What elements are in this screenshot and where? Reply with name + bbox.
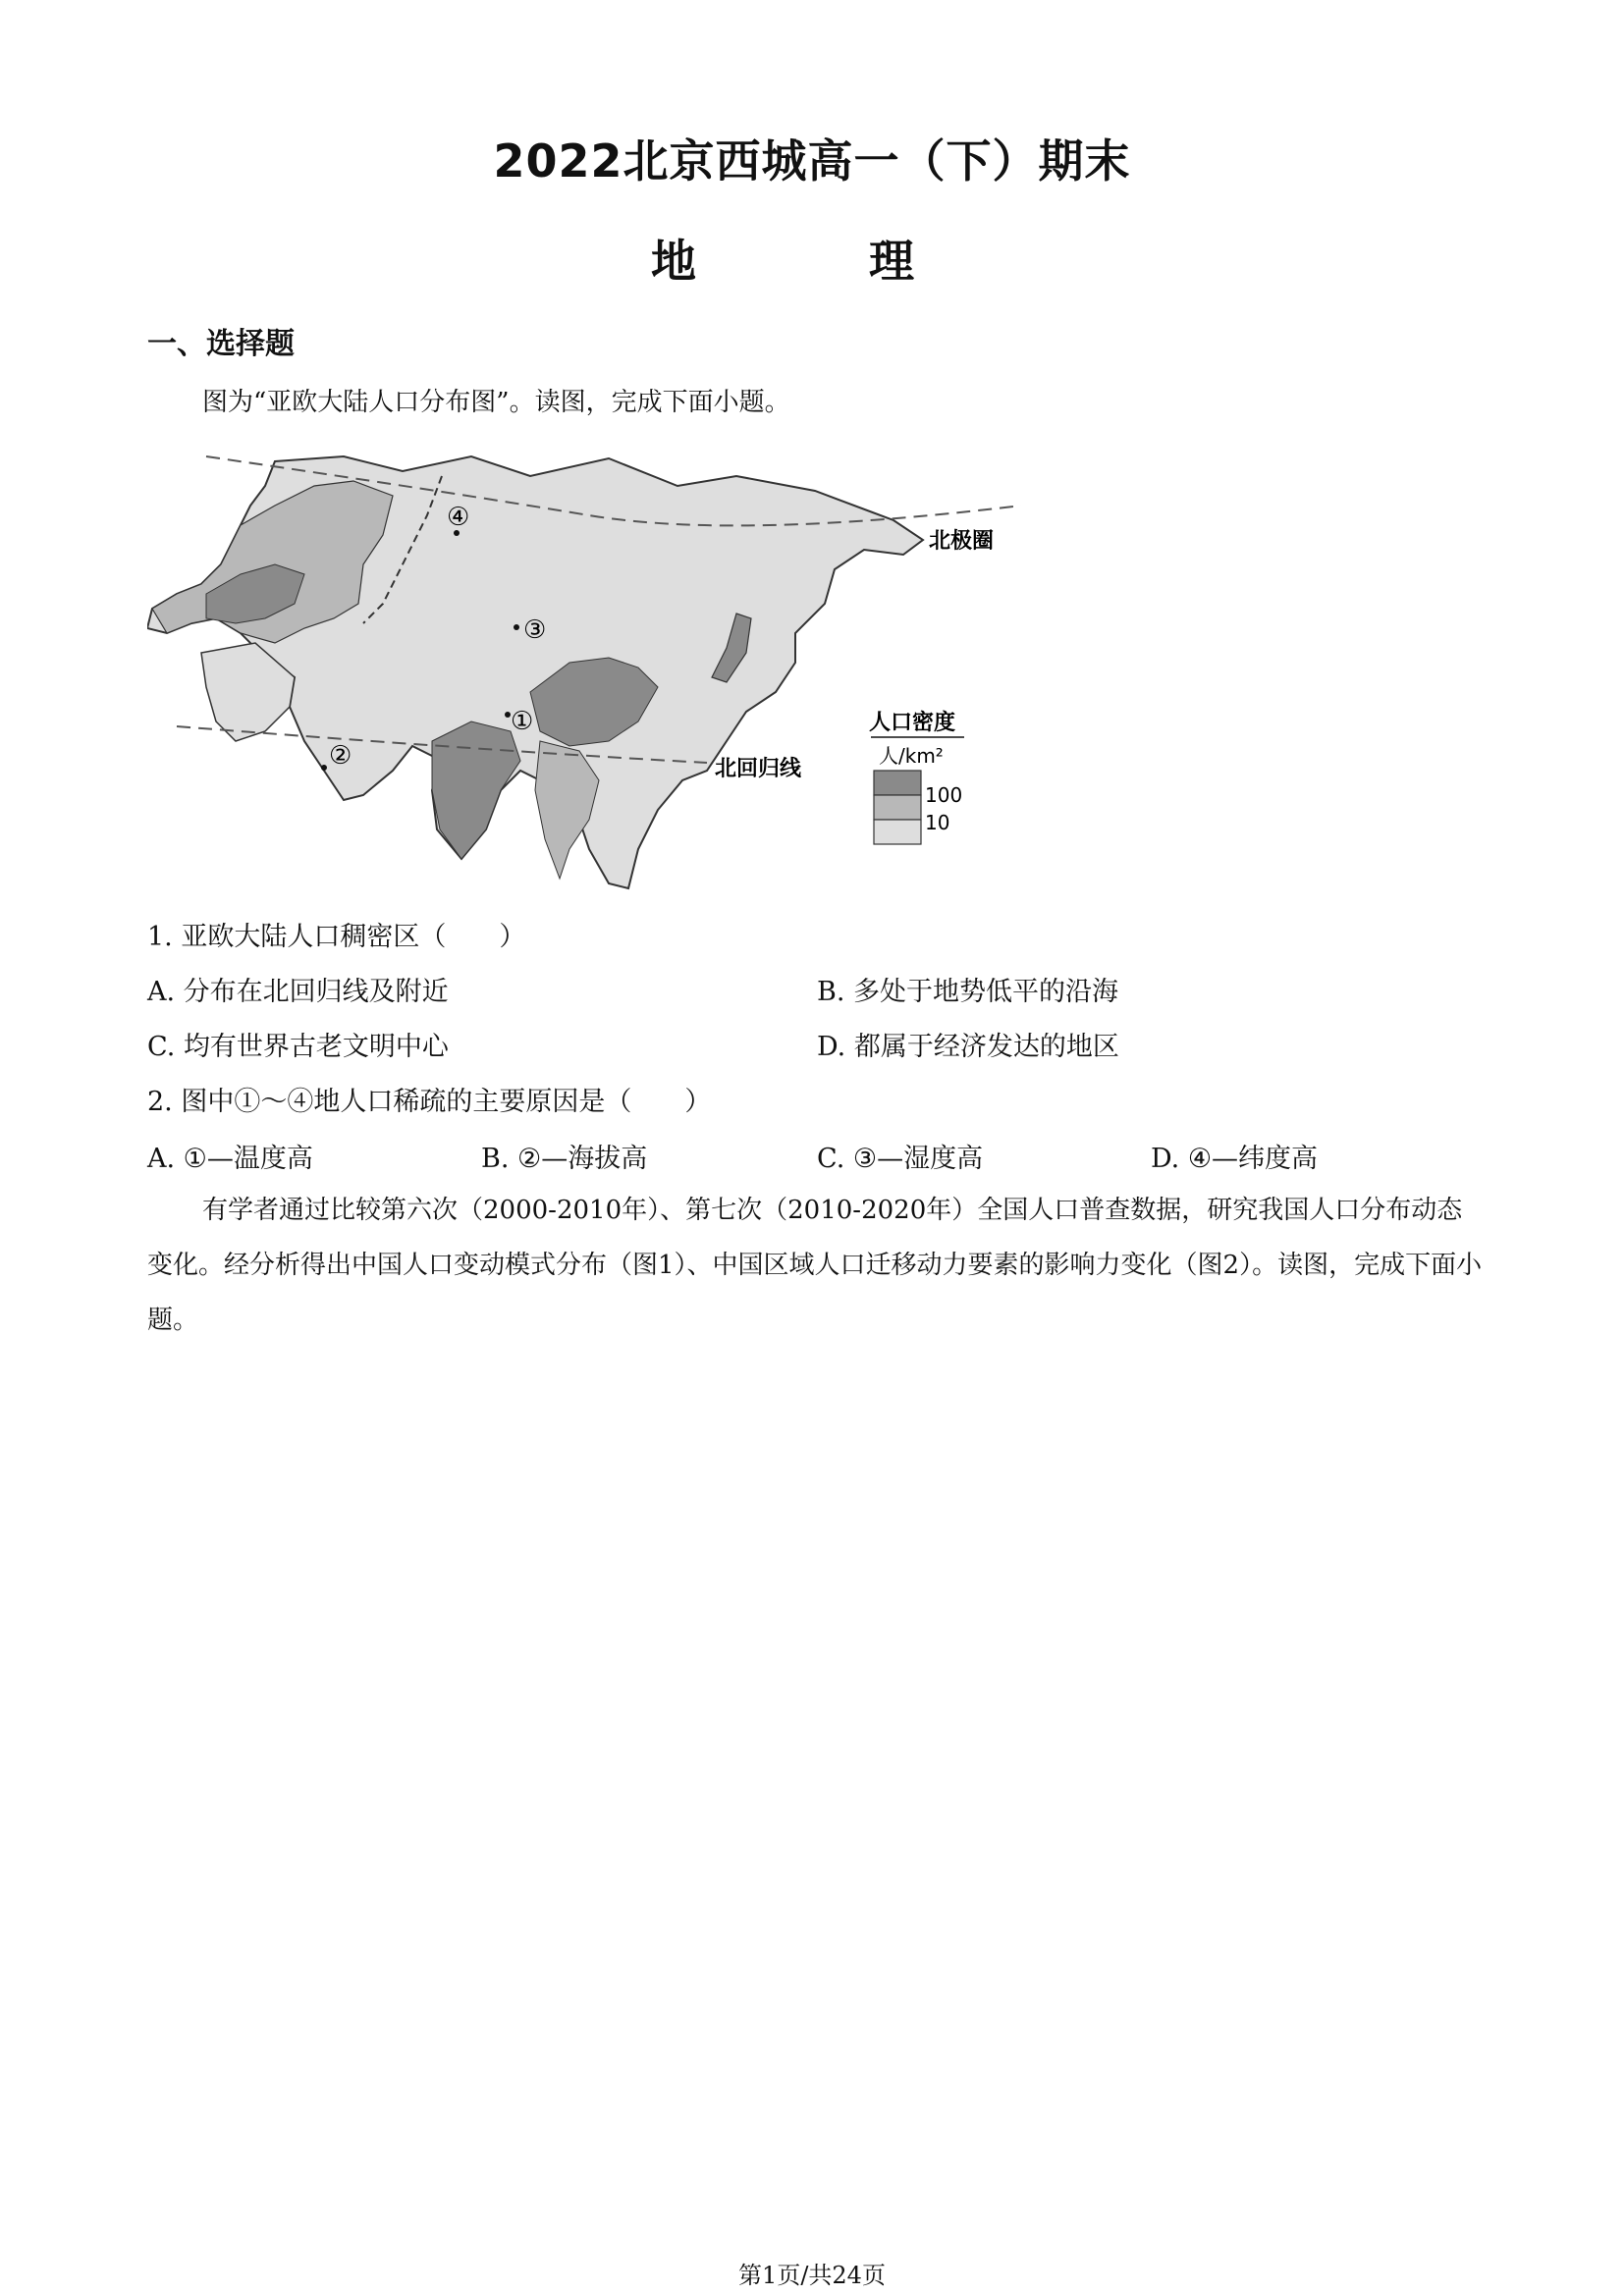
marker-1: ① xyxy=(511,707,534,736)
census-intro-text: 有学者通过比较第六次（2000-2010年）、第七次（2010-2020年）全国人口普查数据，研究我国人口分布动态变化。经分析得出中国人口变动模式分布（图1）、中国区域人口迁移动力要素的影响力变化（图2）。读图，完成下面小题。 xyxy=(147,1196,1483,1335)
q2-option-c[interactable]: C. ③—湿度高 xyxy=(817,1144,984,1174)
page-number: 第1页/共24页 xyxy=(738,2262,886,2289)
arctic-circle-label: 北极圈 xyxy=(929,529,995,554)
section-heading: 一、选择题 xyxy=(147,327,295,361)
legend-high-value: 100 xyxy=(925,783,963,807)
eurasia-population-map xyxy=(147,447,1031,898)
tropic-label: 北回归线 xyxy=(715,757,802,781)
q2-option-d[interactable]: D. ④—纬度高 xyxy=(1151,1144,1319,1174)
legend-sparse-swatch xyxy=(874,820,921,844)
legend-low-value: 10 xyxy=(925,811,950,834)
map-intro-text: 图为“亚欧大陆人口分布图”。读图，完成下面小题。 xyxy=(202,388,790,417)
legend-dense-swatch xyxy=(874,771,921,795)
q2-option-b[interactable]: B. ②—海拔高 xyxy=(481,1144,648,1174)
marker-4: ④ xyxy=(447,503,470,532)
question-1-stem: 1. 亚欧大陆人口稠密区（ ） xyxy=(147,922,526,952)
page-title: 2022北京西城高一（下）期末 xyxy=(493,134,1131,187)
question-2-stem: 2. 图中①～④地人口稀疏的主要原因是（ ） xyxy=(147,1087,712,1117)
legend-medium-swatch xyxy=(874,795,921,820)
legend-unit: 人/km² xyxy=(879,744,944,768)
marker-3: ③ xyxy=(523,615,547,645)
q2-option-a[interactable]: A. ①—温度高 xyxy=(147,1144,313,1174)
subject-title: 地 理 xyxy=(650,235,973,288)
legend-title: 人口密度 xyxy=(869,711,956,735)
q1-option-d[interactable]: D. 都属于经济发达的地区 xyxy=(817,1032,1119,1062)
q1-option-a[interactable]: A. 分布在北回归线及附近 xyxy=(147,977,449,1007)
marker-2: ② xyxy=(329,741,352,771)
q1-option-b[interactable]: B. 多处于地势低平的沿海 xyxy=(817,977,1119,1007)
q1-option-c[interactable]: C. 均有世界古老文明中心 xyxy=(147,1032,449,1062)
